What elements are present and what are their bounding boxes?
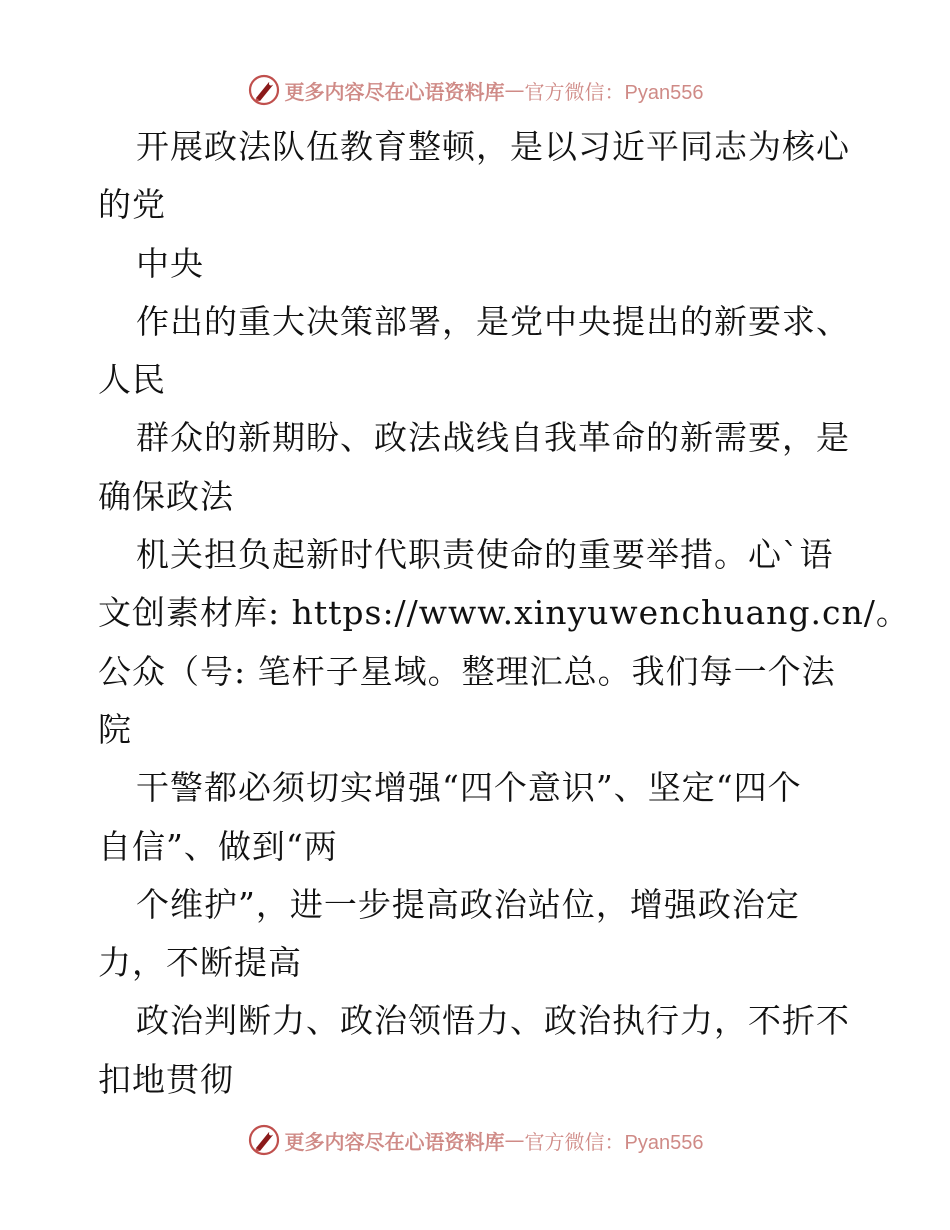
pen-logo-icon [247, 1123, 281, 1157]
banner-title: 更多内容尽在心语资料库 [284, 79, 505, 104]
header-banner [0, 68, 950, 112]
text-line: 干警都必须切实增强“四个意识”、坚定“四个 [136, 768, 802, 808]
banner-contact: 官方微信：Pyan556 [524, 81, 704, 104]
banner-title: 更多内容尽在心语资料库 [284, 1129, 505, 1154]
text-line: 文创素材库: https://www.xinyuwenchuang.cn/。 [98, 593, 910, 633]
footer-banner [0, 1118, 950, 1162]
text-line: 个维护”，进一步提高政治站位，增强政治定 [136, 884, 800, 924]
text-line: 力，不断提高 [98, 943, 302, 983]
text-line: 人民 [98, 360, 166, 400]
text-line: 扣地贯彻 [98, 1059, 234, 1099]
text-line: 确保政法 [98, 476, 234, 516]
banner-contact: 官方微信：Pyan556 [524, 1131, 704, 1154]
banner-separator: — [504, 78, 525, 102]
text-line: 自信”、做到“两 [98, 826, 338, 866]
text-line: 公众（号: 笔杆子星域。整理汇总。我们每一个法 [98, 651, 836, 691]
text-line: 开展政法队伍教育整顿，是以习近平同志为核心 [136, 127, 850, 166]
banner-separator: — [504, 1128, 525, 1152]
text-line: 的党 [98, 185, 166, 225]
text-line: 中央 [136, 243, 204, 283]
pen-logo-icon [247, 73, 281, 107]
document-body [98, 118, 910, 1109]
text-line: 机关担负起新时代职责使命的重要举措。心`语 [136, 535, 834, 575]
text-line: 院 [98, 709, 132, 749]
text-line: 政治判断力、政治领悟力、政治执行力，不折不 [136, 1001, 850, 1041]
text-line: 群众的新期盼、政法战线自我革命的新需要，是 [136, 418, 850, 458]
text-line: 作出的重大决策部署，是党中央提出的新要求、 [136, 301, 850, 341]
